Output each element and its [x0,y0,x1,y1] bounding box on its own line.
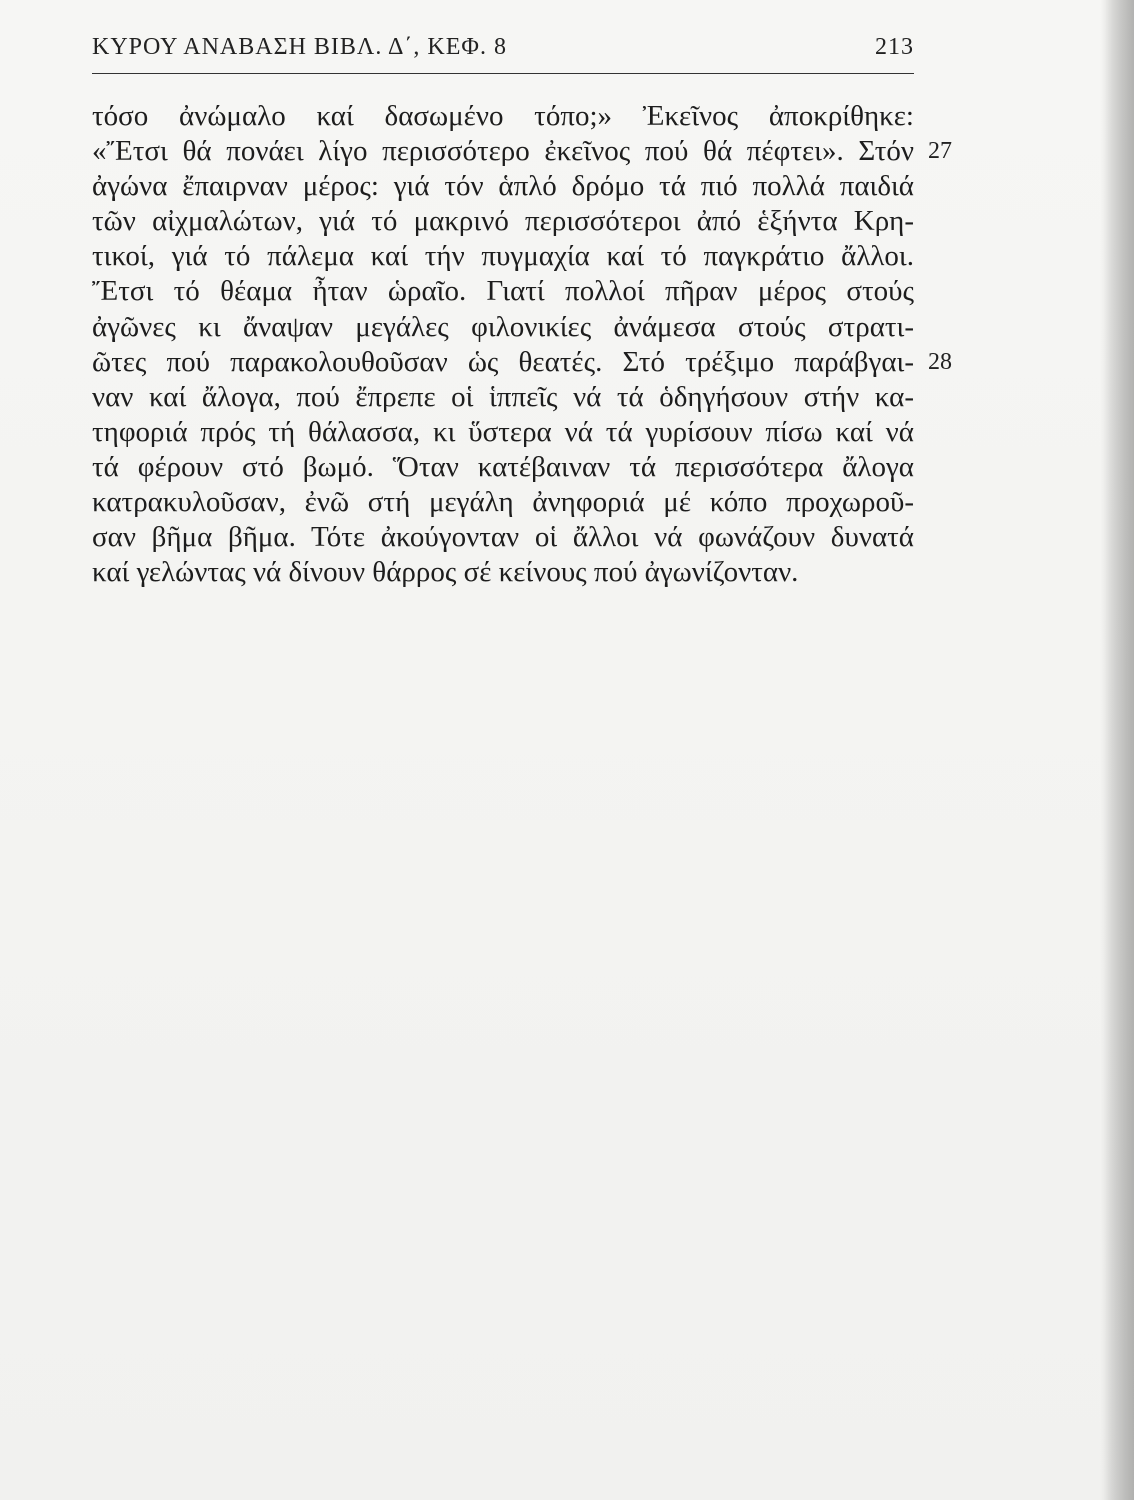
text-line [92,169,914,204]
text-line-content: ἀγώνα ἔπαιρναν μέρος: γιά τόν ἁπλό δρόμο τά πιό πολλά παιδιά [92,170,914,203]
text-line [92,555,914,590]
text-line [92,415,914,450]
text-line [92,485,914,520]
margin-section-number: 28 [928,348,952,375]
text-line [92,134,952,169]
text-line-content: Ἔτσι τό θέαμα ἦταν ὡραῖο. Γιατί πολλοί πῆραν μέρος στούς [92,275,914,308]
text-line-content: τικοί, γιά τό πάλεμα καί τήν πυγμαχία καί τό παγκράτιο ἄλλοι. [92,240,914,273]
page-edge-shadow [1104,0,1134,1500]
margin-section-number: 27 [928,138,952,165]
text-line [92,99,914,134]
text-line [92,204,914,239]
text-line [92,380,914,415]
text-line-content: σαν βῆμα βῆμα. Τότε ἀκούγονταν οἱ ἄλλοι νά φωνάζουν δυνατά [92,521,914,554]
text-line-content: ναν καί ἄλογα, πού ἔπρεπε οἱ ἱππεῖς νά τά ὁδηγήσουν στήν κα- [92,380,914,413]
text-line [92,345,952,380]
text-line-content: τόσο ἀνώμαλο καί δασωμένο τόπο;» Ἐκεῖνος ἀποκρίθηκε: [92,100,914,132]
text-line [92,520,914,555]
text-line-content: ἀγῶνες κι ἄναψαν μεγάλες φιλονικίες ἀνάμεσα στούς στρατι- [92,310,914,343]
text-line [92,274,914,309]
text-line-content: τῶν αἰχμαλώτων, γιά τό μακρινό περισσότεροι ἀπό ἑξήντα Κρη- [92,205,914,238]
page-number: 213 [875,34,914,60]
text-line-content: «Ἔτσι θά πονάει λίγο περισσότερο ἐκεῖνος πού θά πέφτει». Στόν [92,135,914,168]
text-line-content: τά φέρουν στό βωμό. Ὅταν κατέβαιναν τά περισσότερα ἄλογα [92,450,914,483]
text-line-content: καί γελώντας νά δίνουν θάρρος σέ κείνους πού ἀγωνίζονταν. [92,556,799,589]
running-head-title: ΚΥΡΟΥ ΑΝΑΒΑΣΗ ΒΙΒΛ. Δ΄, ΚΕΦ. 8 [92,34,507,60]
body-text [92,99,952,590]
text-line [92,239,914,274]
text-line-content: κατρακυλοῦσαν, ἐνῶ στή μεγάλη ἀνηφοριά μέ κόπο προχωροῦ- [92,486,914,519]
text-line-content: τηφοριά πρός τή θάλασσα, κι ὕστερα νά τά γυρίσουν πίσω καί νά [92,415,914,448]
text-line [92,310,914,345]
header-rule [92,73,914,74]
text-line [92,450,914,485]
text-line-content: ῶτες πού παρακολουθοῦσαν ὡς θεατές. Στό τρέξιμο παράβγαι- [92,345,914,378]
running-head [92,34,914,68]
